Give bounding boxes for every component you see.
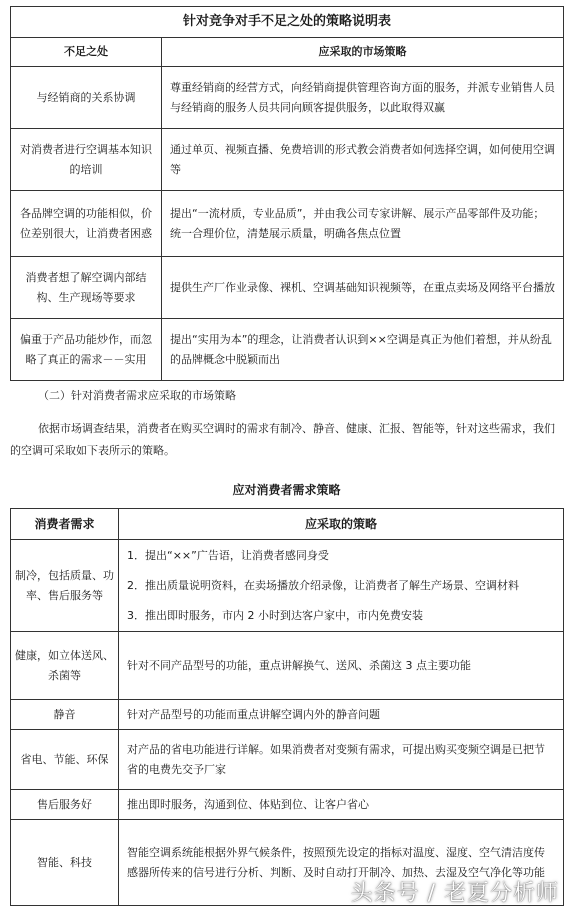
section2-paragraph: 依据市场调查结果，消费者在购买空调时的需求有制冷、静音、健康、汇报、智能等，针对这些需求，我们的空调可采取如下表所示的策略。 (10, 422, 555, 457)
table-row (11, 632, 564, 700)
table2-row1-need: 制冷，包括质量、功率、售后服务等 (11, 540, 119, 632)
table-row (11, 700, 564, 730)
watermark: 头条号 / 老夏分析师 (350, 881, 559, 906)
table2-row5-need: 售后服务好 (11, 790, 119, 820)
table1-row1-weakness: 与经销商的关系协调 (11, 67, 162, 129)
table-row (11, 129, 564, 191)
table1-row5-weakness: 偏重于产品功能炒作，而忽略了真正的需求－－实用 (11, 319, 162, 381)
table2-row2-need: 健康，如立体送风、杀菌等 (11, 632, 119, 700)
strategy-item: 1．提出“××”广告语，让消费者感同身受 (127, 548, 329, 562)
table2-title: 应对消费者需求策略 (232, 483, 341, 497)
table2-row6-need: 智能、科技 (11, 820, 119, 906)
table2-row4-strategy: 对产品的省电功能进行详解。如果消费者对变频有需求，可提出购买变频空调是已把节省的电费先交予厂家 (119, 730, 564, 790)
strategy-item: 3．推出即时服务，市内 2 小时到达客户家中，市内免费安装 (127, 608, 423, 622)
table1-row4-weakness: 消费者想了解空调内部结构、生产现场等要求 (11, 257, 162, 319)
table2-header-strategy: 应采取的策略 (119, 509, 564, 540)
table-row (11, 67, 564, 129)
table-row (11, 319, 564, 381)
table2-row2-strategy: 针对不同产品型号的功能，重点讲解换气、送风、杀菌这 3 点主要功能 (119, 632, 564, 700)
table1-row3-weakness: 各品牌空调的功能相似，价位差别很大，让消费者困惑 (11, 191, 162, 257)
table1-row4-strategy: 提供生产厂作业录像、裸机、空调基础知识视频等，在重点卖场及网络平台播放 (162, 257, 564, 319)
table2-row3-need: 静音 (11, 700, 119, 730)
competitor-strategy-table (10, 6, 564, 381)
table2-row5-strategy: 推出即时服务，沟通到位、体贴到位、让客户省心 (119, 790, 564, 820)
table1-row2-strategy: 通过单页、视频直播、免费培训的形式教会消费者如何选择空调，如何使用空调等 (162, 129, 564, 191)
table2-row4-need: 省电、节能、环保 (11, 730, 119, 790)
table1-header-strategy: 应采取的市场策略 (162, 38, 564, 67)
table2-row3-strategy: 针对产品型号的功能而重点讲解空调内外的静音问题 (119, 700, 564, 730)
table2-row6-strategy: 智能空调系统能根据外界气候条件，按照预先设定的指标对温度、湿度、空气清洁度传感器所传来的信号进行分析、判断、及时自动打开制冷、加热、去湿及空气净化等功能 (119, 820, 564, 906)
table1-row3-strategy: 提出“一流材质，专业品质”，并由我公司专家讲解、展示产品零部件及功能；统一合理价位，清楚展示质量，明确各焦点位置 (162, 191, 564, 257)
table1-title: 针对竞争对手不足之处的策略说明表 (11, 7, 564, 38)
table-row (11, 191, 564, 257)
table2-header-need: 消费者需求 (11, 509, 119, 540)
table1-row5-strategy: 提出“实用为本”的理念，让消费者认识到××空调是真正为他们着想，并从纷乱的品牌概念中脱颖而出 (162, 319, 564, 381)
table-row (11, 540, 564, 632)
table-row (11, 257, 564, 319)
table-row (11, 730, 564, 790)
table1-row1-strategy: 尊重经销商的经营方式，向经销商提供管理咨询方面的服务，并派专业销售人员与经销商的服务人员共同向顾客提供服务，以此取得双赢 (162, 67, 564, 129)
table-row (11, 790, 564, 820)
strategy-item: 2．推出质量说明资料，在卖场播放介绍录像，让消费者了解生产场景、空调材料 (127, 578, 519, 592)
consumer-needs-table (10, 508, 564, 906)
table1-row2-weakness: 对消费者进行空调基本知识的培训 (11, 129, 162, 191)
section2-heading: （二）针对消费者需求应采取的市场策略 (38, 389, 236, 402)
table2-row1-strategy (119, 540, 564, 632)
table1-header-weakness: 不足之处 (11, 38, 162, 67)
